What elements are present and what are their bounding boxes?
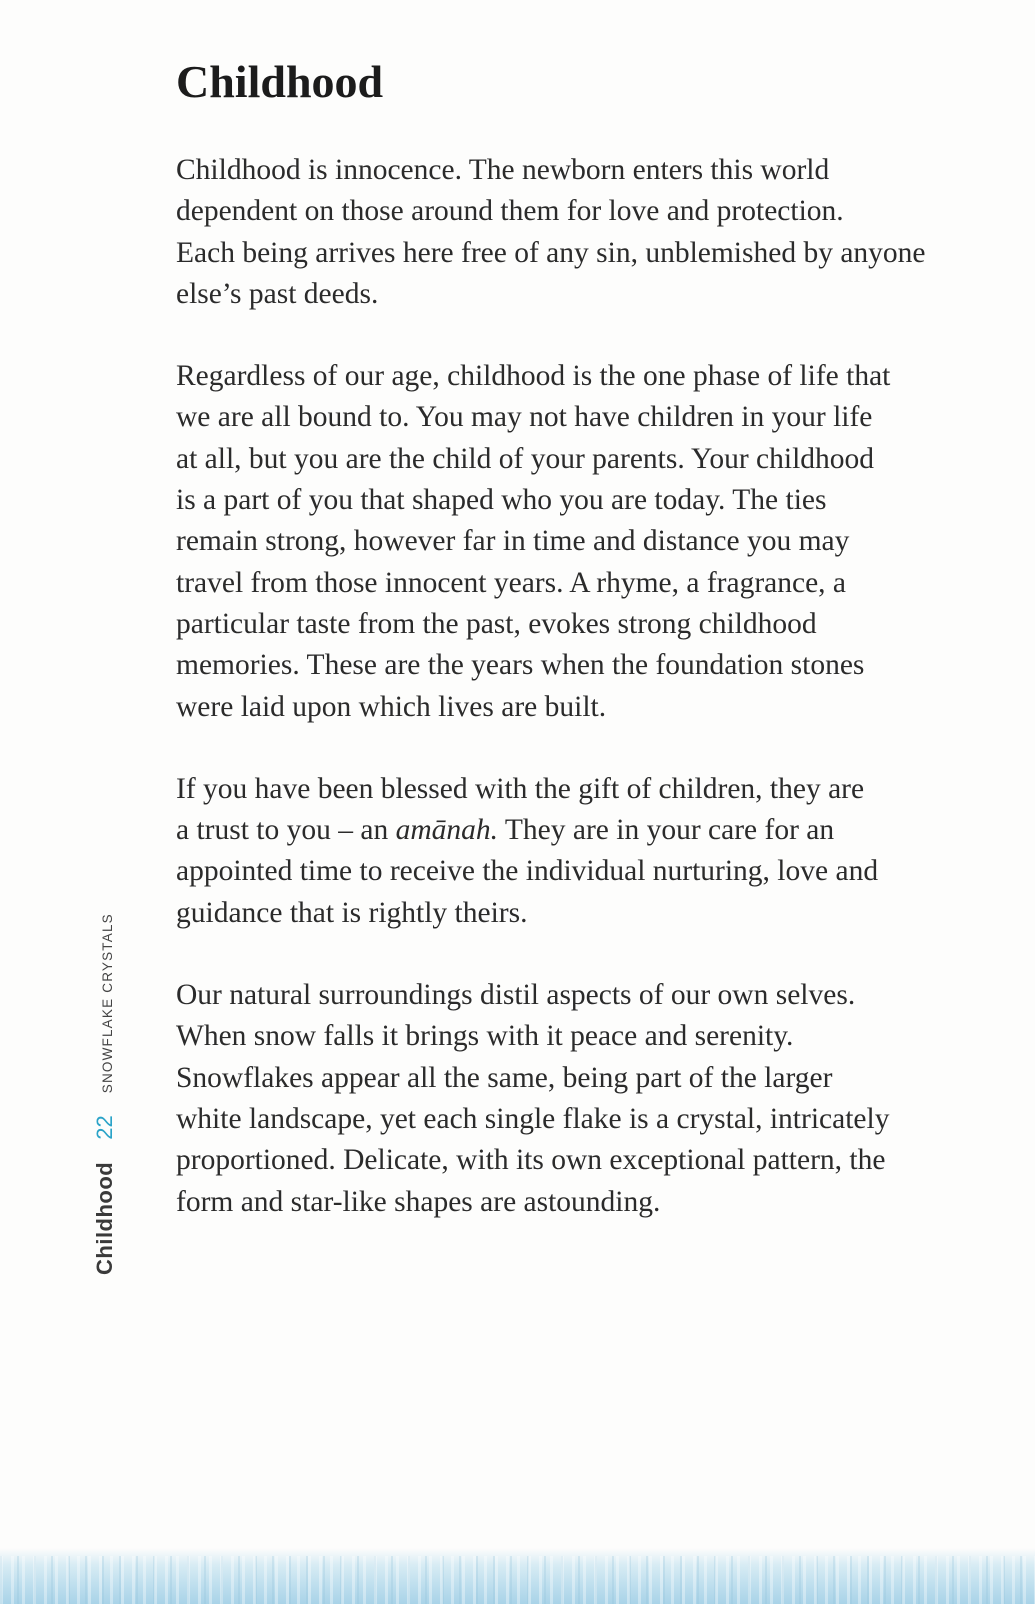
text-line: appointed time to receive the individual nurturing, love and [176,855,879,888]
text-line: we are all bound to. You may not have children in your life [176,401,873,434]
text-line: else’s past deeds. [176,277,379,310]
text-line: memories. These are the years when the foundation stones [176,649,865,682]
italic-term-amanah: amānah. [395,814,499,847]
text-line: If you have been blessed with the gift of children, they are [176,772,865,805]
watercolor-texture [0,1556,1035,1604]
text-line: Each being arrives here free of any sin, unblemished by anyone [176,236,926,269]
text-line: form and star-like shapes are astounding. [176,1185,661,1218]
body-text [176,150,996,1264]
text-line: When snow falls it brings with it peace and serenity. [176,1020,794,1053]
text-line: proportioned. Delicate, with its own exceptional pattern, the [176,1144,886,1177]
text-segment: a trust to you – an [176,814,396,847]
page-number: 22 [92,1115,117,1140]
text-line: dependent on those around them for love and protection. [176,195,844,228]
text-line: Snowflakes appear all the same, being part of the larger [176,1061,833,1094]
text-line: guidance that is rightly theirs. [176,896,528,929]
text-line: white landscape, yet each single flake is a crystal, intricately [176,1102,890,1135]
text-line: at all, but you are the child of your parents. Your childhood [176,442,875,475]
running-head-chapter: Childhood [92,1161,117,1275]
text-line: Our natural surroundings distil aspects of our own selves. [176,979,856,1012]
text-line [176,810,996,851]
text-line: were laid upon which lives are built. [176,690,607,723]
running-head-book-title: SNOWFLAKE CRYSTALS [100,913,115,1094]
paragraph-4 [176,975,996,1223]
text-line: Childhood is innocence. The newborn enters this world [176,154,830,186]
text-line: travel from those innocent years. A rhyme, a fragrance, a [176,566,847,599]
paragraph-3 [176,769,996,934]
paragraph-2 [176,356,996,728]
page-title: Childhood [176,56,384,107]
running-head [92,913,118,1275]
paragraph-1 [176,150,996,315]
text-line: particular taste from the past, evokes strong childhood [176,607,817,640]
text-segment: They are in your care for an [498,814,835,847]
text-line: remain strong, however far in time and distance you may [176,525,850,558]
text-line: Regardless of our age, childhood is the one phase of life that [176,360,891,393]
text-line: is a part of you that shaped who you are today. The ties [176,484,827,517]
